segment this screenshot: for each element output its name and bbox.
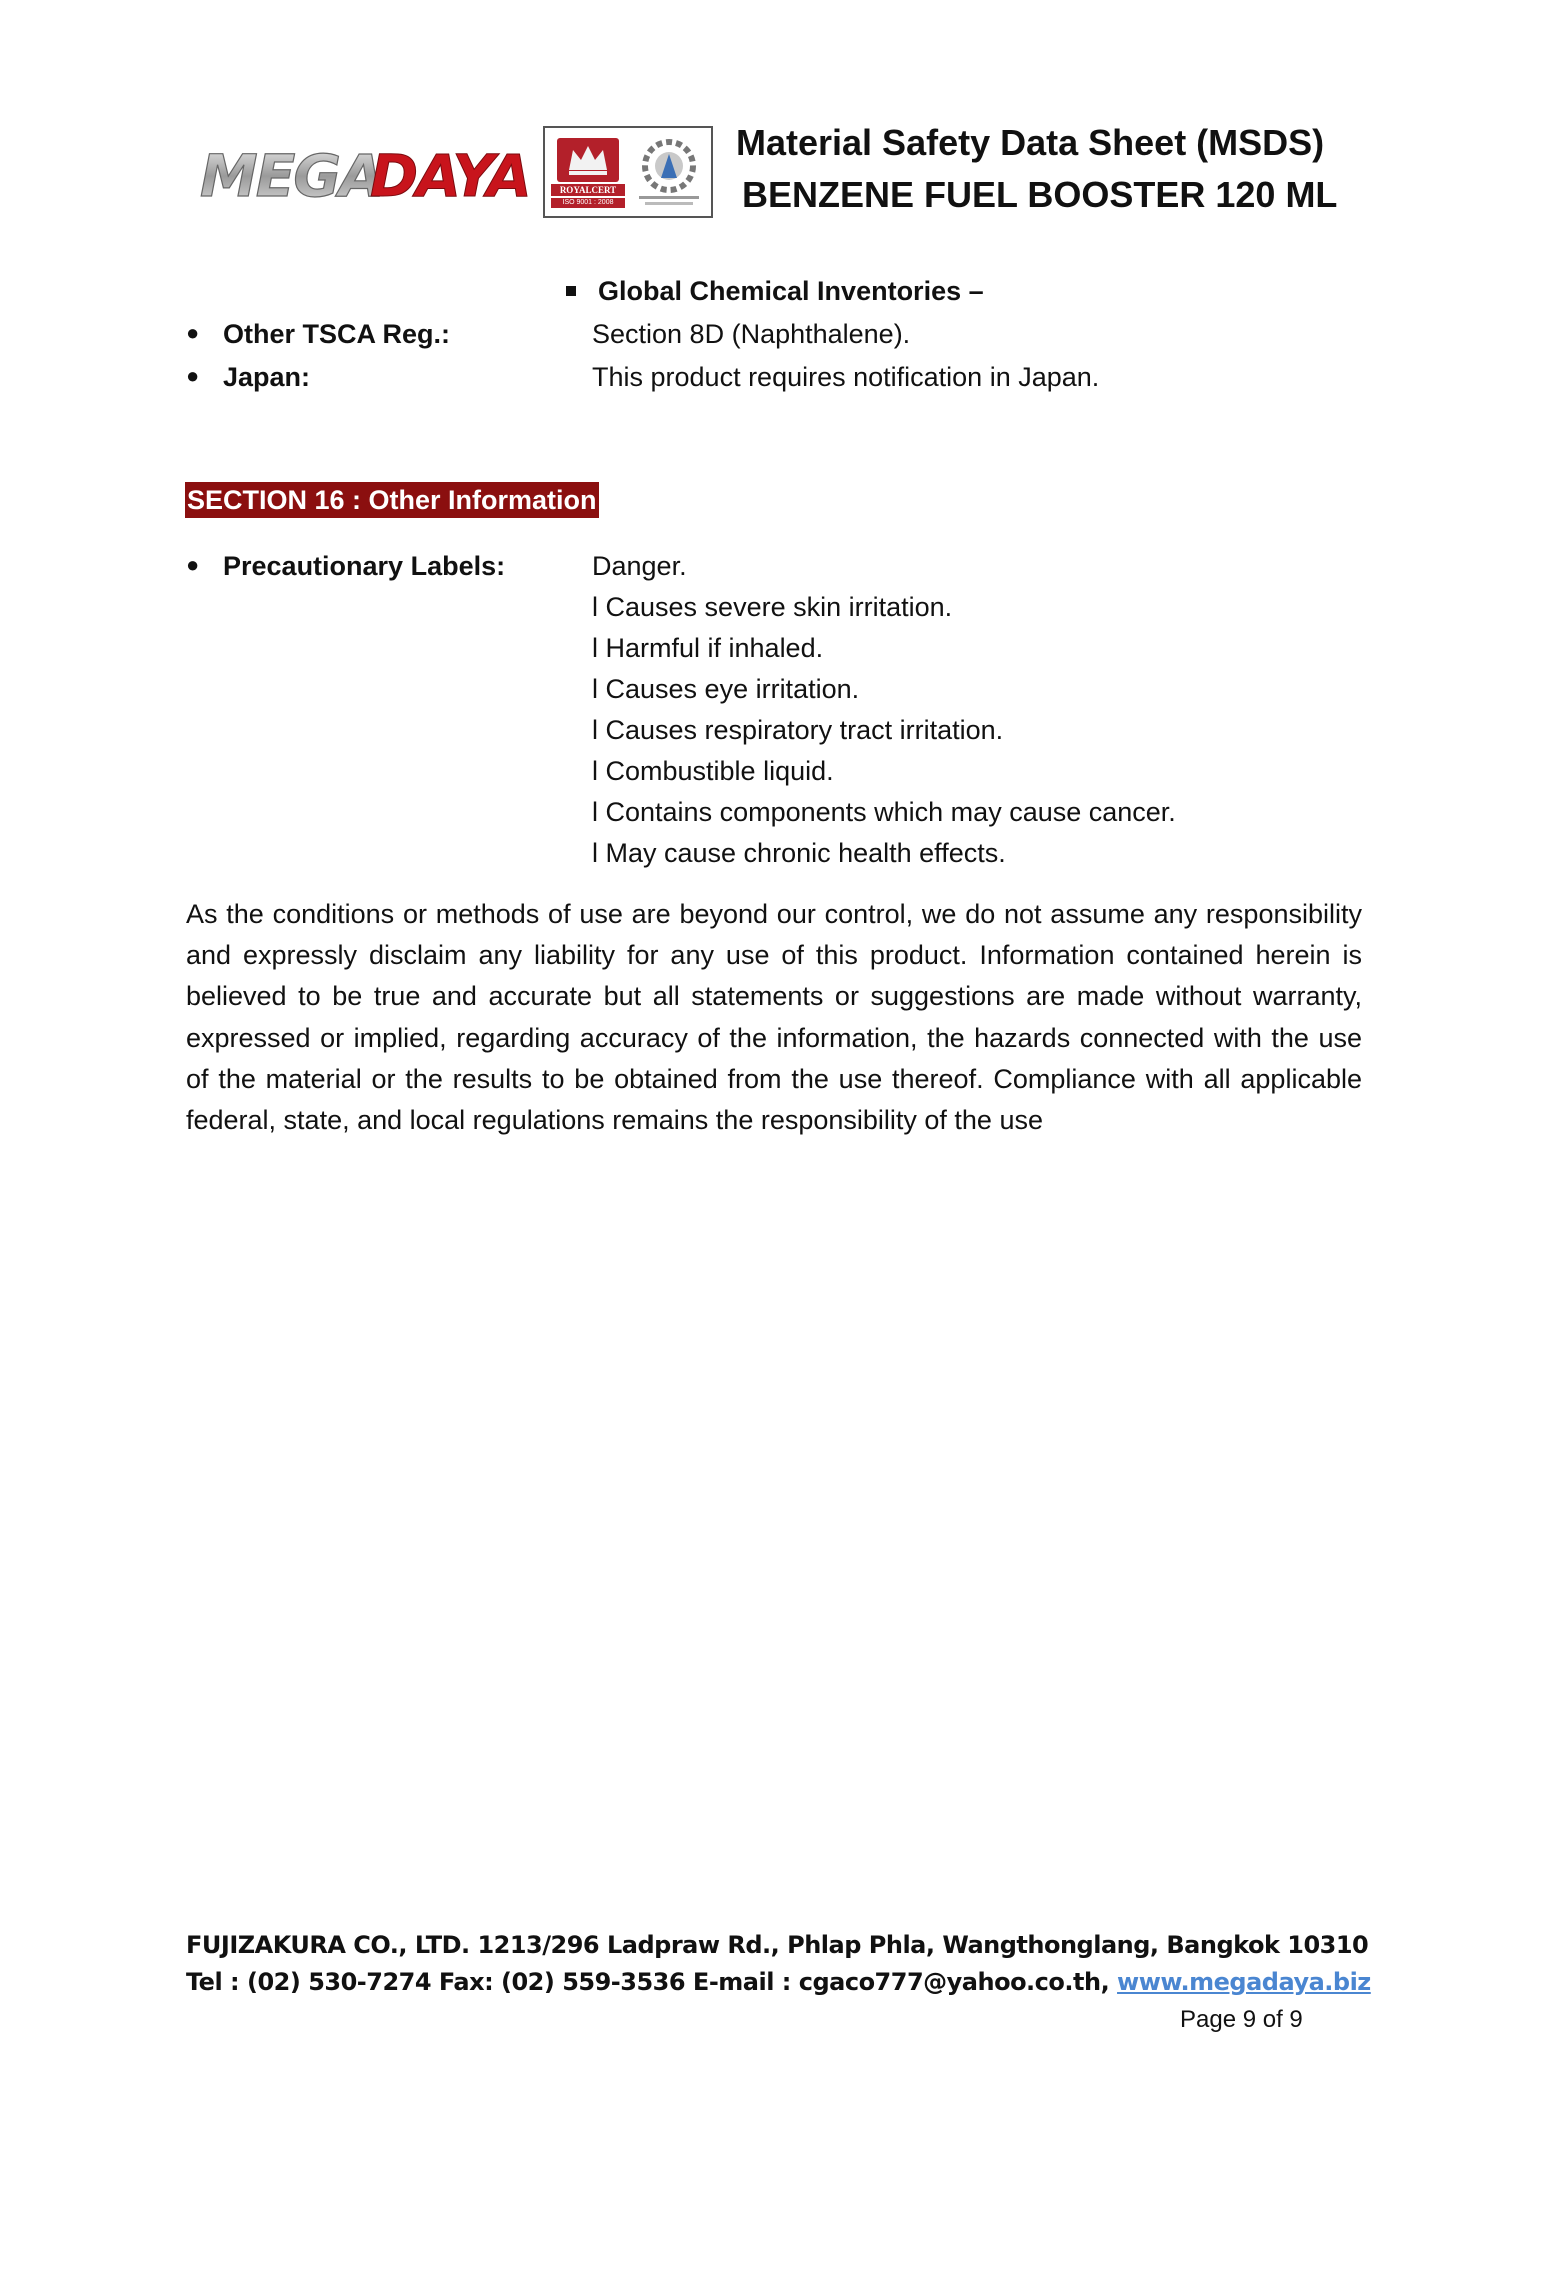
bullet-icon: ● (186, 552, 200, 577)
royalcert-text: ROYALCERT (551, 184, 625, 196)
document-title: Material Safety Data Sheet (MSDS) (736, 122, 1325, 163)
footer-address: FUJIZAKURA CO., LTD. 1213/296 Ladpraw Rd., Phlap Phla, Wangthonglang, Bangkok 10310 (186, 1931, 1369, 1959)
inventories-heading: Global Chemical Inventories – (598, 276, 984, 306)
bullet-icon: ● (186, 320, 200, 345)
square-bullet-icon (566, 286, 576, 296)
product-name: BENZENE FUEL BOOSTER 120 ML (742, 174, 1338, 215)
japan-value: This product requires notification in Japan. (592, 362, 1100, 392)
footer-contact-text: Tel : (02) 530-7274 Fax: (02) 559-3536 E-mail : cgaco777@yahoo.co.th, (186, 1968, 1110, 1996)
disclaimer-paragraph: As the conditions or methods of use are beyond our control, we do not assume any responsibility and expressly disclaim any liability for any use of this product. Information contained herein is believed to be true and accurate but all statements or suggestions are made without warranty, expressed or implied, regarding accuracy of the information, the hazards connected with the use of the material or the results to be obtained from the use thereof. Compliance with all applicable federal, state, and local regulations remains the responsibility of the use (186, 899, 1362, 1136)
svg-text:MEGA: MEGA (200, 142, 382, 210)
precaution-line: l Contains components which may cause cancer. (592, 797, 1176, 827)
precaution-line: l Causes severe skin irritation. (592, 592, 953, 622)
accreditation-gear-icon (631, 132, 707, 212)
certification-badge (543, 126, 713, 218)
bullet-icon: ● (186, 363, 200, 388)
precaution-line: l Combustible liquid. (592, 756, 834, 786)
precautionary-labels-label: Precautionary Labels: (223, 551, 506, 581)
precaution-line: Danger. (592, 551, 687, 581)
japan-label: Japan: (223, 362, 311, 392)
tsca-value: Section 8D (Naphthalene). (592, 319, 911, 349)
tsca-label: Other TSCA Reg.: (223, 319, 451, 349)
footer-contact (186, 1967, 1371, 1997)
website-link[interactable]: www.megadaya.biz (1117, 1968, 1371, 1996)
section-16-heading: SECTION 16 : Other Information (185, 482, 599, 518)
precaution-line: l Causes respiratory tract irritation. (592, 715, 1004, 745)
crown-icon (557, 138, 619, 182)
page-number: Page 9 of 9 (1180, 2006, 1303, 2033)
megadaya-logo (198, 140, 538, 210)
precaution-line: l May cause chronic health effects. (592, 838, 1006, 868)
iso-text: ISO 9001 : 2008 (551, 198, 625, 208)
royalcert-logo (549, 132, 627, 212)
precaution-line: l Harmful if inhaled. (592, 633, 824, 663)
svg-text:DAYA: DAYA (370, 142, 530, 210)
precaution-line: l Causes eye irritation. (592, 674, 860, 704)
